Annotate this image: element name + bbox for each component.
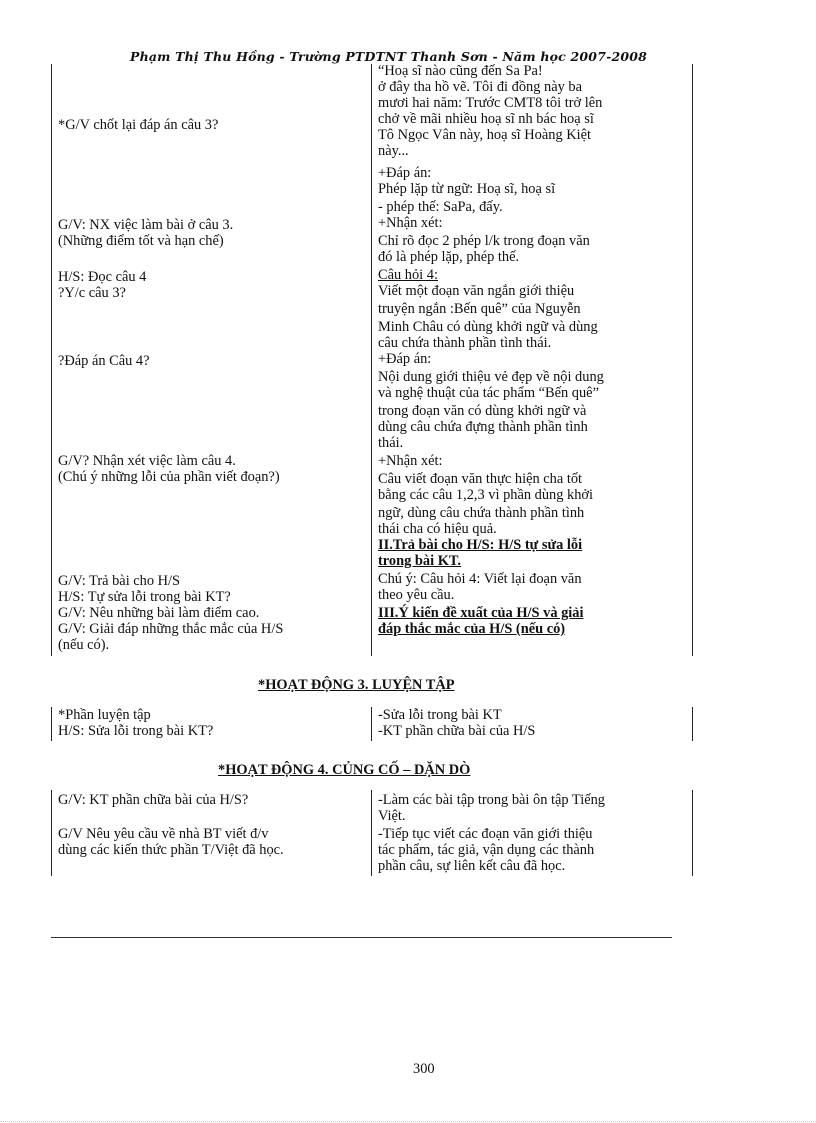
left-line: ?Y/c câu 3?	[58, 285, 126, 301]
right-line: bằng các câu 1,2,3 vì phần dùng khởi	[378, 487, 594, 503]
right-line: Chú ý: Câu hỏi 4: Viết lại đoạn văn	[378, 571, 582, 587]
right-line: ở đây tha hồ vẽ. Tôi đi đồng này ba	[378, 79, 582, 95]
left-line: *G/V chốt lại đáp án câu 3?	[58, 117, 219, 133]
right-line: thái.	[378, 435, 404, 451]
right-line-section-title: đáp thắc mắc của H/S (nếu có)	[378, 621, 566, 637]
right-line: phần câu, sự liên kết câu đã học.	[378, 858, 566, 874]
right-line: truyện ngắn :Bến quê” của Nguyễn	[378, 301, 581, 317]
left-line: G/V: Trả bài cho H/S	[58, 573, 181, 589]
page-number: 300	[413, 1061, 435, 1077]
right-line-question-heading: Câu hỏi 4:	[378, 267, 438, 283]
right-line-section-title: III.Ý kiến đề xuất của H/S và giải	[378, 605, 584, 621]
right-line: -Tiếp tục viết các đoạn văn giới thiệu	[378, 826, 593, 842]
left-line: H/S: Tự sửa lỗi trong bài KT?	[58, 589, 231, 605]
left-line: G/V: Nêu những bài làm điểm cao.	[58, 605, 260, 621]
right-line: này...	[378, 143, 409, 159]
lesson-table-practice	[51, 707, 693, 741]
right-line: và nghệ thuật của tác phẩm “Bến quê”	[378, 385, 599, 401]
right-line: -Sửa lỗi trong bài KT	[378, 707, 502, 723]
left-line: H/S: Đọc câu 4	[58, 269, 147, 285]
lesson-table-review	[51, 64, 693, 656]
right-line: thái cha có hiệu quả.	[378, 521, 497, 537]
left-line: G/V: KT phần chữa bài của H/S?	[58, 792, 249, 808]
right-line: Việt.	[378, 808, 406, 824]
right-line: +Nhận xét:	[378, 453, 443, 469]
page-edge-divider	[0, 1121, 816, 1122]
right-line: trong đoạn văn có dùng khởi ngữ và	[378, 403, 587, 419]
left-line: dùng các kiến thức phần T/Việt đã học.	[58, 842, 284, 858]
right-line: dùng câu chứa đựng thành phần tình	[378, 419, 588, 435]
right-line: -Làm các bài tập trong bài ôn tập Tiếng	[378, 792, 605, 808]
left-line: G/V: Giải đáp những thắc mắc của H/S	[58, 621, 284, 637]
left-line: *Phần luyện tập	[58, 707, 151, 723]
right-line: tác phẩm, tác giả, vận dụng các thành	[378, 842, 595, 858]
heading-activity-4: *HOẠT ĐỘNG 4. CỦNG CỐ – DẶN DÒ	[218, 762, 471, 778]
right-line: +Nhận xét:	[378, 215, 443, 231]
right-line: Chỉ rõ đọc 2 phép l/k trong đoạn văn	[378, 233, 590, 249]
right-line-section-title: trong bài KT.	[378, 553, 462, 569]
left-line: (Những điểm tốt và hạn chế)	[58, 233, 224, 249]
right-line: Viết một đoạn văn ngắn giới thiệu	[378, 283, 575, 299]
right-line: +Đáp án:	[378, 165, 432, 181]
heading-activity-3: *HOẠT ĐỘNG 3. LUYỆN TẬP	[258, 677, 455, 693]
right-line: Minh Châu có dùng khởi ngữ và dùng	[378, 319, 598, 335]
right-line-section-title: II.Trả bài cho H/S: H/S tự sửa lỗi	[378, 537, 583, 553]
right-line: câu chứa thành phần tình thái.	[378, 335, 552, 351]
left-line: (Chú ý những lỗi của phần viết đoạn?)	[58, 469, 280, 485]
left-line: H/S: Sửa lỗi trong bài KT?	[58, 723, 214, 739]
right-line: Nội dung giới thiệu vẻ đẹp về nội dung	[378, 369, 604, 385]
right-line: chở về mãi nhiều hoạ sĩ nh bác hoạ sĩ	[378, 111, 594, 127]
left-line: G/V: NX việc làm bài ở câu 3.	[58, 217, 234, 233]
right-line: Phép lặp từ ngữ: Hoạ sĩ, hoạ sĩ	[378, 181, 556, 197]
right-line: mươi hai năm: Trước CMT8 tôi trở lên	[378, 95, 603, 111]
right-line: đó là phép lặp, phép thế.	[378, 249, 520, 265]
right-line: theo yêu cầu.	[378, 587, 455, 603]
left-line: ?Đáp án Câu 4?	[58, 353, 150, 369]
right-line: ngữ, dùng câu chứa thành phần tình	[378, 505, 585, 521]
right-line: +Đáp án:	[378, 351, 432, 367]
right-line: Câu viết đoạn văn thực hiện cha tốt	[378, 471, 583, 487]
left-line: (nếu có).	[58, 637, 110, 653]
footer-rule	[51, 937, 672, 938]
page-header: Phạm Thị Thu Hồng - Trường PTDTNT Thanh Sơn - Năm học 2007-2008	[130, 49, 648, 64]
right-line: -KT phần chữa bài của H/S	[378, 723, 536, 739]
right-line: Tô Ngọc Vân này, hoạ sĩ Hoàng Kiệt	[378, 127, 592, 143]
right-line: - phép thế: SaPa, đấy.	[378, 199, 503, 215]
right-line: “Hoạ sĩ nào cũng đến Sa Pa!	[378, 63, 543, 79]
lesson-table-consolidation	[51, 790, 693, 876]
left-line: G/V? Nhận xét việc làm câu 4.	[58, 453, 236, 469]
left-line: G/V Nêu yêu cầu về nhà BT viết đ/v	[58, 826, 269, 842]
